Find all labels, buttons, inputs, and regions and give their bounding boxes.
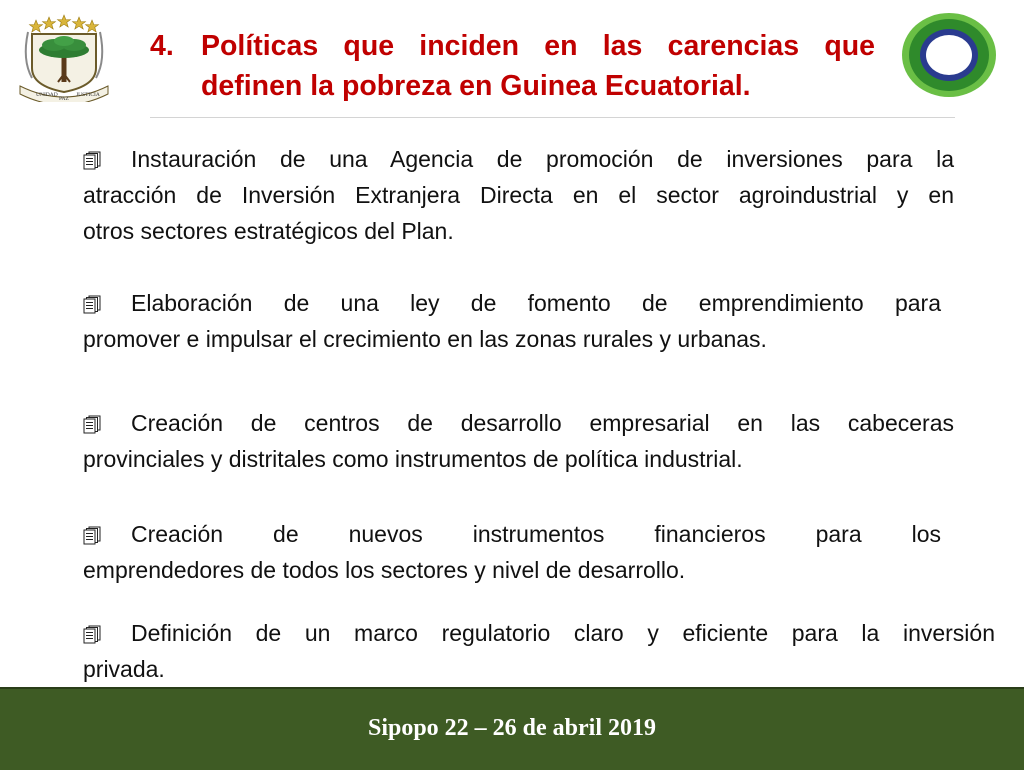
bullet-item <box>83 141 954 249</box>
bullet-line: provinciales y distritales como instrumentos de política industrial. <box>83 446 743 472</box>
document-stack-icon <box>83 526 101 545</box>
document-stack-icon <box>83 151 101 170</box>
bullet-line <box>83 516 941 552</box>
bullet-item <box>83 516 941 588</box>
bullet-line: otros sectores estratégicos del Plan. <box>83 218 454 244</box>
bullet-text: Creación de nuevos instrumentos financieros para los <box>131 521 941 547</box>
footer-date: Sipopo 22 – 26 de abril 2019 <box>367 715 657 741</box>
title-number: 4. <box>150 30 174 62</box>
green-ring-logo-icon <box>898 10 1000 100</box>
bullet-text: Instauración de una Agencia de promoción de inversiones para la <box>131 146 954 172</box>
bullet-text: Creación de centros de desarrollo empresarial en las cabeceras <box>131 410 954 436</box>
title-divider <box>150 117 955 118</box>
bullet-line <box>83 405 954 441</box>
bullet-text: Definición de un marco regulatorio claro y eficiente para la inversión <box>131 620 995 646</box>
motto-right: JUSTICIA <box>76 92 100 98</box>
bullet-item <box>83 615 995 687</box>
coat-of-arms-icon <box>14 12 114 102</box>
title-line-2: definen la pobreza en Guinea Ecuatorial. <box>201 70 751 102</box>
bullet-text: Elaboración de una ley de fomento de emprendimiento para <box>131 290 941 316</box>
motto-left: UNIDAD <box>36 92 58 98</box>
bullet-line: emprendedores de todos los sectores y nivel de desarrollo. <box>83 557 686 583</box>
bullet-line: privada. <box>83 656 165 682</box>
footer-bar <box>0 687 1024 770</box>
document-stack-icon <box>83 415 101 434</box>
bullet-line <box>83 285 941 321</box>
title-line-1: Políticas que inciden en las carencias que <box>201 30 875 62</box>
document-stack-icon <box>83 625 101 644</box>
bullet-line <box>83 141 954 177</box>
bullet-line: promover e impulsar el crecimiento en las zonas rurales y urbanas. <box>83 326 767 352</box>
bullet-line <box>83 615 995 651</box>
document-stack-icon <box>83 295 101 314</box>
bullet-item <box>83 405 954 477</box>
motto-center: PAZ <box>59 96 69 102</box>
bullet-item <box>83 285 941 357</box>
bullet-line: atracción de Inversión Extranjera Directa en el sector agroindustrial y en <box>83 182 954 208</box>
